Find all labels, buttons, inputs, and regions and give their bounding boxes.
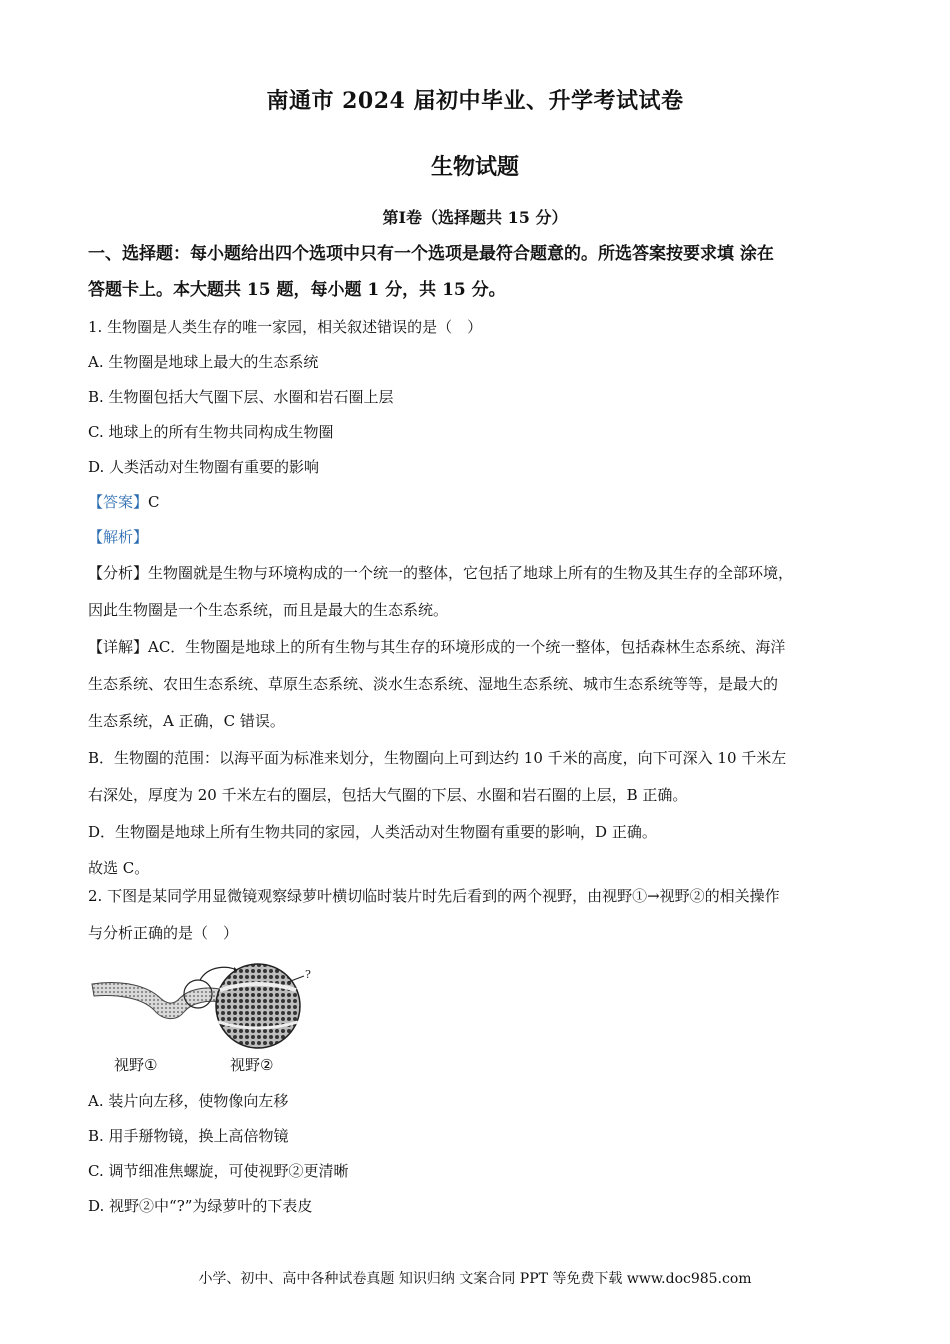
section-line-2: 答题卡上。本大题共 15 题，每小题 1 分，共 15 分。 <box>88 280 506 300</box>
q1-analysis-line: 生态系统、农田生态系统、草原生态系统、淡水生态系统、湿地生态系统、城市生态系统等等，是最大的 <box>88 675 779 693</box>
answer-value: C <box>148 493 160 511</box>
q2-stem-line-1: 2. 下图是某同学用显微镜观察绿萝叶横切临时装片时先后看到的两个视野，由视野①→视野②的相关操作 <box>88 887 780 905</box>
section-line-1: 一、选择题：每小题给出四个选项中只有一个选项是最符合题意的。所选答案按要求填 涂在 <box>88 244 774 264</box>
q2-options <box>88 1084 868 1224</box>
view-1-leaf-section <box>92 980 224 1019</box>
q1-analysis-line: 因此生物圈是一个生态系统，而且是最大的生态系统。 <box>88 601 449 619</box>
question-mark-label: ? <box>305 968 311 981</box>
q2-option-a: A. 装片向左移，使物像向左移 <box>88 1092 289 1110</box>
caption-view-2: 视野② <box>230 1056 274 1074</box>
q1-option-c: C. 地球上的所有生物共同构成生物圈 <box>88 423 334 441</box>
q1-stem: 1. 生物圈是人类生存的唯一家园，相关叙述错误的是（ ） <box>88 318 483 336</box>
section-instructions <box>88 236 868 308</box>
answer-tag: 【答案】 <box>88 493 149 511</box>
exam-subject: 生物试题 <box>430 154 519 180</box>
q2-option-d: D. 视野②中“?”为绿萝叶的下表皮 <box>88 1197 313 1215</box>
q1-analysis-line: D．生物圈是地球上所有生物共同的家园，人类活动对生物圈有重要的影响，D 正确。 <box>88 823 657 841</box>
question-1 <box>88 310 868 886</box>
caption-view-1: 视野① <box>114 1056 158 1074</box>
microscope-views-illustration <box>88 962 328 1052</box>
q2-option-c: C. 调节细准焦螺旋，可使视野②更清晰 <box>88 1162 349 1180</box>
q2-stem-line-2: 与分析正确的是（ ） <box>88 924 239 942</box>
q1-analysis-line: 【详解】AC．生物圈是地球上的所有生物与其生存的环境形成的一个统一整体，包括森林生态系统、海洋 <box>88 638 786 656</box>
q1-option-b: B. 生物圈包括大气圈下层、水圈和岩石圈上层 <box>88 388 394 406</box>
q1-answer <box>88 485 868 520</box>
q1-conclusion: 故选 C。 <box>88 859 150 877</box>
q1-analysis-line: 【分析】生物圈就是生物与环境构成的一个统一的整体，它包括了地球上所有的生物及其生存的全部环境， <box>88 564 794 582</box>
q1-option-d: D. 人类活动对生物圈有重要的影响 <box>88 458 320 476</box>
q2-option-b: B. 用手掰物镜，换上高倍物镜 <box>88 1127 289 1145</box>
volume-heading: 第Ⅰ卷（选择题共 15 分） <box>382 208 568 227</box>
q1-analysis-line: B．生物圈的范围：以海平面为标准来划分，生物圈向上可到达约 10 千米的高度，向下可深入 10 千米左 <box>88 749 787 767</box>
q1-analysis-tag <box>88 520 868 555</box>
analysis-tag: 【解析】 <box>88 528 149 546</box>
q1-analysis-line: 右深处，厚度为 20 千米左右的圈层，包括大气圈的下层、水圈和岩石圈的上层，B 正确。 <box>88 786 688 804</box>
question-2 <box>88 878 868 952</box>
q1-analysis-line: 生态系统，A 正确，C 错误。 <box>88 712 285 730</box>
q1-option-a: A. 生物圈是地球上最大的生态系统 <box>88 353 319 371</box>
microscope-figure <box>88 962 328 1082</box>
exam-title: 南通市 2024 届初中毕业、升学考试试卷 <box>266 88 684 114</box>
page-footer: 小学、初中、高中各种试卷真题 知识归纳 文案合同 PPT 等免费下载 www.doc985.com <box>198 1271 752 1287</box>
view-2-magnified <box>216 964 304 1048</box>
